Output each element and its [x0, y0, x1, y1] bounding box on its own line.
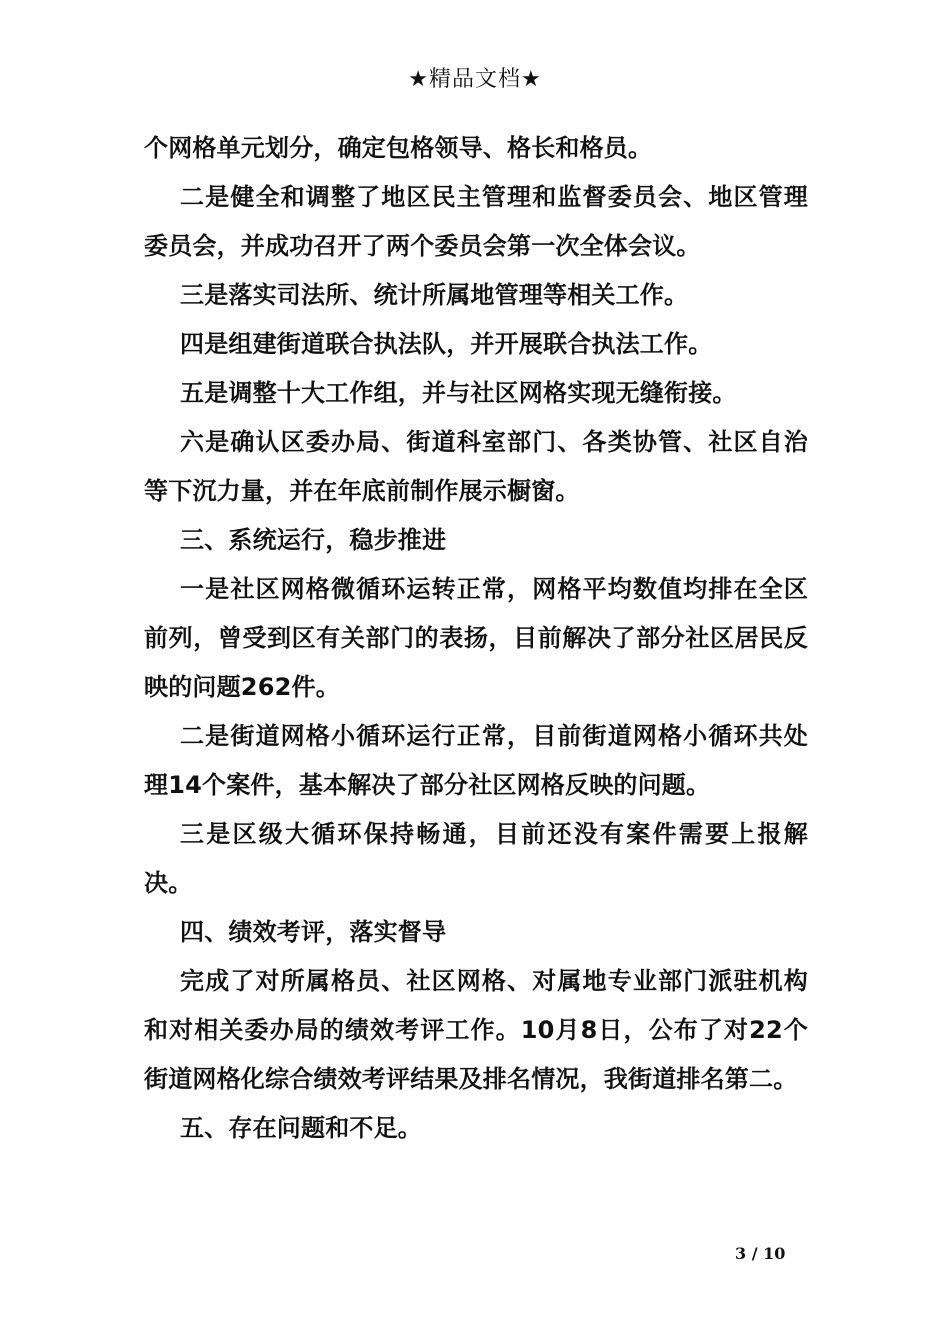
paragraph: 一是社区网格微循环运转正常，网格平均数值均排在全区前列，曾受到区有关部门的表扬，目前解决了部分社区居民反映的问题262件。	[144, 575, 808, 701]
paragraph: 四是组建街道联合执法队，并开展联合执法工作。	[180, 330, 713, 358]
document-body	[144, 124, 808, 1153]
paragraph: 二是街道网格小循环运行正常，目前街道网格小循环共处理14个案件，基本解决了部分社区网格反映的问题。	[144, 722, 808, 799]
section-heading: 五、存在问题和不足。	[180, 1114, 422, 1142]
paragraph: 个网格单元划分，确定包格领导、格长和格员。	[144, 134, 653, 162]
paragraph: 完成了对所属格员、社区网格、对属地专业部门派驻机构和对相关委办局的绩效考评工作。10月8日，公布了对22个街道网格化综合绩效考评结果及排名情况，我街道排名第二。	[144, 967, 808, 1093]
paragraph: 六是确认区委办局、街道科室部门、各类协管、社区自治等下沉力量，并在年底前制作展示橱窗。	[144, 428, 808, 505]
paragraph: 五是调整十大工作组，并与社区网格实现无缝衔接。	[180, 379, 737, 407]
paragraph: 三是落实司法所、统计所属地管理等相关工作。	[180, 281, 689, 309]
section-heading: 四、绩效考评，落实督导	[180, 918, 447, 946]
paragraph: 三是区级大循环保持畅通，目前还没有案件需要上报解决。	[144, 820, 808, 897]
page-header: ★精品文档★	[408, 67, 542, 92]
page-number: 3 / 10	[735, 1244, 786, 1263]
paragraph: 二是健全和调整了地区民主管理和监督委员会、地区管理委员会，并成功召开了两个委员会第一次全体会议。	[144, 183, 808, 260]
section-heading: 三、系统运行，稳步推进	[180, 526, 447, 554]
